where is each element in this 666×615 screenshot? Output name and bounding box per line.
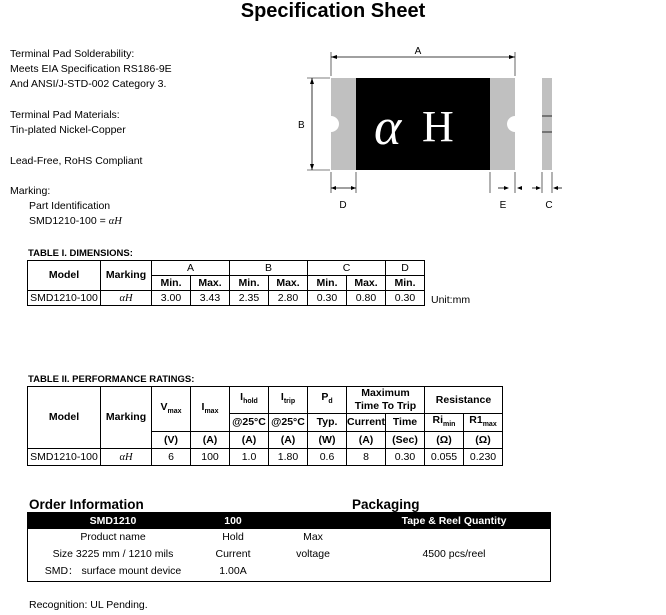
- t2-header-resistance: Resistance: [425, 387, 503, 414]
- t2-unit-a3: (A): [269, 432, 308, 449]
- t2-header-model: Model: [28, 387, 101, 449]
- t2-header-itrip-temp: @25°C: [269, 414, 308, 432]
- t1-c-max: 0.80: [347, 291, 386, 306]
- component-drawing: [290, 40, 660, 215]
- body-mark-h: H: [422, 102, 454, 151]
- solderability-heading: Terminal Pad Solderability:: [10, 48, 135, 60]
- component-diagram: [290, 40, 660, 215]
- t1-header-b: B: [230, 261, 308, 276]
- dim-e-label: E: [499, 200, 507, 211]
- dim-d-arrow-right: [351, 186, 356, 190]
- t1-header-a: A: [152, 261, 230, 276]
- dim-d-label: D: [339, 200, 347, 211]
- order-information-title: Order Information: [29, 497, 144, 512]
- t2-header-rimin: $Ri_{min}$: [425, 414, 464, 432]
- part-identification: Part Identification: [29, 200, 111, 212]
- order-r2c1: Size 3225 mm / 1210 mils: [28, 546, 198, 563]
- solderability-line-2: And ANSI/J-STD-002 Category 3.: [10, 78, 167, 90]
- t1-header-c-max: Max.: [347, 276, 386, 291]
- t2-unit-a1: (A): [191, 432, 230, 449]
- t2-r1max: 0.230: [464, 449, 503, 466]
- page-title: Specification Sheet: [240, 0, 426, 22]
- order-r3c1: SMD： surface mount device: [28, 563, 198, 580]
- order-head-col2: 100: [198, 513, 268, 529]
- t2-pd: 0.6: [308, 449, 347, 466]
- t2-header-marking: Marking: [101, 387, 152, 449]
- table2-title: TABLE II. PERFORMANCE RATINGS:: [28, 374, 195, 385]
- t1-d-min: 0.30: [386, 291, 425, 306]
- dim-b-arrow-top: [310, 78, 314, 84]
- t2-model: SMD1210-100: [28, 449, 101, 466]
- t1-header-marking: Marking: [101, 261, 152, 291]
- dim-a-arrow-left: [331, 55, 337, 59]
- t2-header-ihold: $I_{hold}$: [230, 387, 269, 414]
- marking-heading: Marking:: [10, 185, 51, 197]
- t2-itrip: 1.80: [269, 449, 308, 466]
- t1-header-b-max: Max.: [269, 276, 308, 291]
- t2-header-pd: $P_d$: [308, 387, 347, 414]
- t2-header-max-time-2: Time To Trip: [354, 400, 417, 412]
- t1-header-b-min: Min.: [230, 276, 269, 291]
- dim-b-label: B: [298, 120, 305, 131]
- t1-header-c: C: [308, 261, 386, 276]
- part-code-prefix: SMD1210-100 =: [29, 215, 106, 227]
- materials-value: Tin-plated Nickel-Copper: [10, 124, 126, 136]
- t1-a-min: 3.00: [152, 291, 191, 306]
- order-info-table: [27, 512, 551, 582]
- t1-header-a-min: Min.: [152, 276, 191, 291]
- t2-header-max-time: [347, 387, 425, 414]
- t2-header-imax: $I_{max}$: [191, 387, 230, 432]
- dim-c-label: C: [545, 200, 553, 211]
- t2-unit-ohm1: (Ω): [425, 432, 464, 449]
- order-r1c3: Max: [268, 529, 358, 546]
- t2-header-vmax: $V_{max}$: [152, 387, 191, 432]
- t1-header-c-min: Min.: [308, 276, 347, 291]
- t1-header-d-min: Min.: [386, 276, 425, 291]
- dim-e-arrow-left: [504, 186, 509, 190]
- t1-model: SMD1210-100: [28, 291, 101, 306]
- packaging-title: Packaging: [352, 497, 420, 512]
- t2-unit-ohm2: (Ω): [464, 432, 503, 449]
- order-head-col1: SMD1210: [28, 513, 198, 529]
- t2-header-pd-typ: Typ.: [308, 414, 347, 432]
- t1-marking: αH: [101, 291, 152, 306]
- recognition-text: Recognition: UL Pending.: [29, 599, 148, 611]
- t1-header-d: D: [386, 261, 425, 276]
- dim-c-arrow-left: [536, 186, 541, 190]
- order-r1c2: Hold: [198, 529, 268, 546]
- t2-unit-sec: (Sec): [386, 432, 425, 449]
- order-r2c2: Current: [198, 546, 268, 563]
- dim-e-arrow-right: [517, 186, 522, 190]
- performance-table: [27, 386, 503, 466]
- t2-header-max-time-1: Maximum: [361, 387, 410, 399]
- order-head-col3: [268, 513, 358, 529]
- t1-a-max: 3.43: [191, 291, 230, 306]
- dim-b-arrow-bottom: [310, 164, 314, 170]
- t2-unit-a4: (A): [347, 432, 386, 449]
- order-r1c1: Product name: [28, 529, 198, 546]
- order-r3c3: [268, 563, 358, 580]
- t2-header-itrip: $I_{trip}$: [269, 387, 308, 414]
- t2-vmax: 6: [152, 449, 191, 466]
- order-head-col4: Tape & Reel Quantity: [358, 513, 550, 529]
- t1-header-model: Model: [28, 261, 101, 291]
- materials-heading: Terminal Pad Materials:: [10, 109, 120, 121]
- t1-b-min: 2.35: [230, 291, 269, 306]
- table1-title: TABLE I. DIMENSIONS:: [28, 248, 133, 259]
- order-r2c4: 4500 pcs/reel: [358, 529, 550, 580]
- t1-c-min: 0.30: [308, 291, 347, 306]
- t2-header-time: Time: [386, 414, 425, 432]
- t1-unit: Unit:mm: [431, 294, 471, 306]
- t2-header-current: Current: [347, 414, 386, 432]
- order-table: [28, 513, 550, 580]
- t2-current: 8: [347, 449, 386, 466]
- t2-unit-a2: (A): [230, 432, 269, 449]
- t2-rimin: 0.055: [425, 449, 464, 466]
- part-code: [29, 214, 122, 229]
- compliance-text: Lead-Free, RoHS Compliant: [10, 155, 143, 167]
- dimensions-table: [27, 260, 425, 306]
- dim-a-arrow-right: [509, 55, 515, 59]
- t2-imax: 100: [191, 449, 230, 466]
- t2-time: 0.30: [386, 449, 425, 466]
- dim-c-arrow-right: [553, 186, 558, 190]
- order-r2c3: voltage: [268, 546, 358, 563]
- t2-header-r1max: $R1_{max}$: [464, 414, 503, 432]
- t2-marking: αH: [101, 449, 152, 466]
- dim-d-arrow-left: [331, 186, 336, 190]
- t2-header-ihold-temp: @25°C: [230, 414, 269, 432]
- side-view: [542, 78, 552, 170]
- t1-b-max: 2.80: [269, 291, 308, 306]
- t2-unit-w: (W): [308, 432, 347, 449]
- t2-unit-v: (V): [152, 432, 191, 449]
- t2-ihold: 1.0: [230, 449, 269, 466]
- dim-a-label: A: [414, 46, 422, 57]
- t1-header-a-max: Max.: [191, 276, 230, 291]
- body-mark-alpha: α: [374, 99, 402, 156]
- order-r3c2: 1.00A: [198, 563, 268, 580]
- solderability-line-1: Meets EIA Specification RS186-9E: [10, 63, 172, 75]
- part-code-mark: αH: [108, 216, 122, 227]
